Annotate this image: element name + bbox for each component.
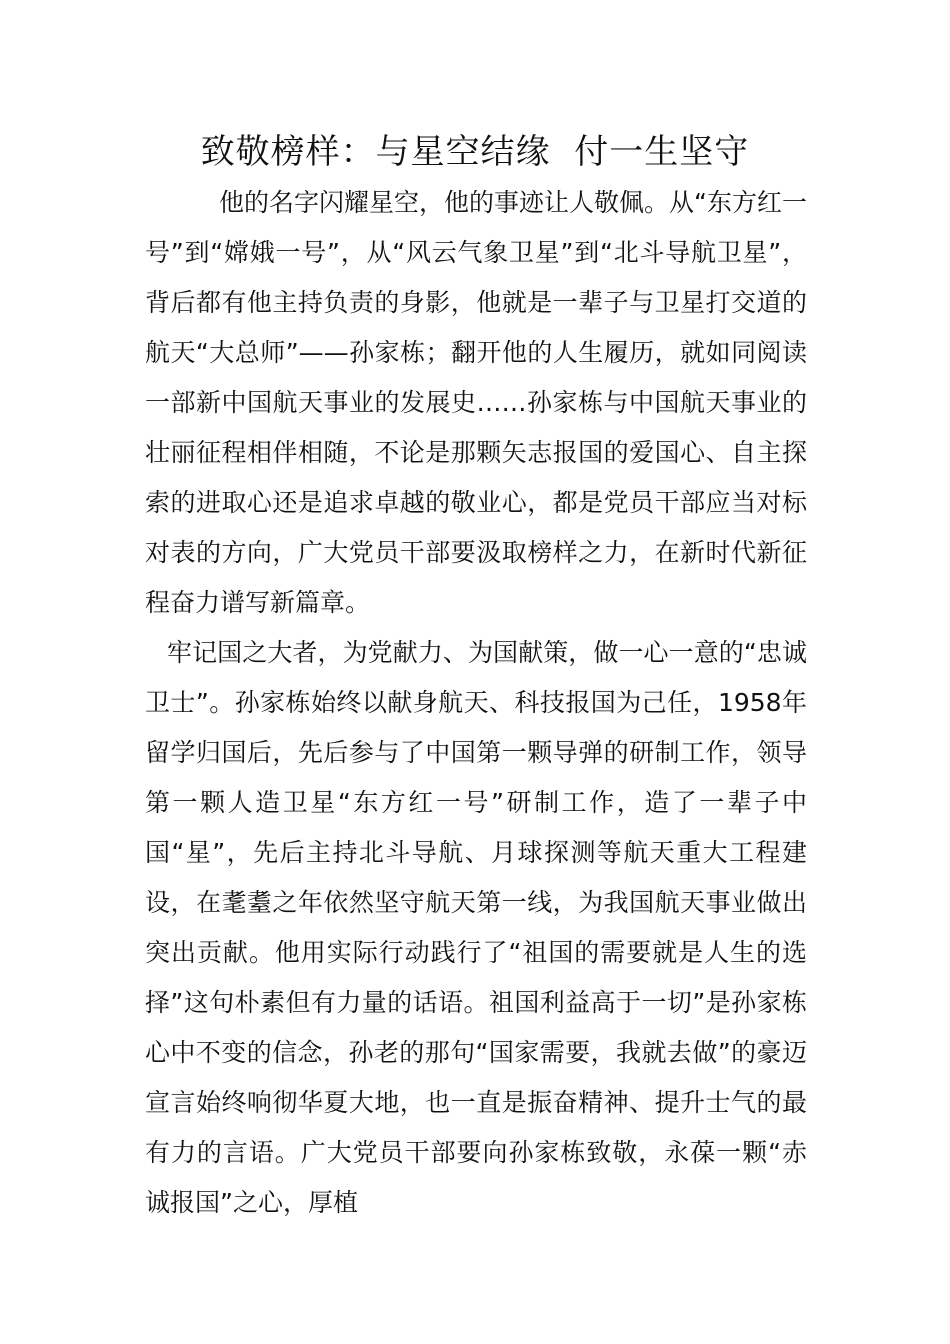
document-title: 致敬榜样：与星空结缘 付一生坚守 bbox=[200, 132, 750, 172]
document-body bbox=[145, 178, 807, 1228]
paragraph-2: 牢记国之大者，为党献力、为国献策，做一心一意的“忠诚卫士”。孙家栋始终以献身航天、科技报国为己任，1958年留学归国后，先后参与了中国第一颗导弹的研制工作，领导第一颗人造卫星“东方红一号”研制工作，造了一辈子中国“星”，先后主持北斗导航、月球探测等航天重大工程建设，在耄耋之年依然坚守航天第一线，为我国航天事业做出突出贡献。他用实际行动践行了“祖国的需要就是人生的选择”这句朴素但有力量的话语。祖国利益高于一切”是孙家栋心中不变的信念，孙老的那句“国家需要，我就去做”的豪迈宣言始终响彻华夏大地，也一直是振奋精神、提升士气的最有力的言语。广大党员干部要向孙家栋致敬，永葆一颗“赤诚报国”之心，厚植 bbox=[145, 638, 807, 1217]
paragraph-1: 他的名字闪耀星空，他的事迹让人敬佩。从“东方红一号”到“嫦娥一号”，从“风云气象卫星”到“北斗导航卫星”，背后都有他主持负责的身影，他就是一辈子与卫星打交道的航天“大总师”——孙家栋；翻开他的人生履历，就如同阅读一部新中国航天事业的发展史……孙家栋与中国航天事业的壮丽征程相伴相随，不论是那颗矢志报国的爱国心、自主探索的进取心还是追求卓越的敬业心，都是党员干部应当对标对表的方向，广大党员干部要汲取榜样之力，在新时代新征程奋力谱写新篇章。 bbox=[145, 188, 807, 617]
